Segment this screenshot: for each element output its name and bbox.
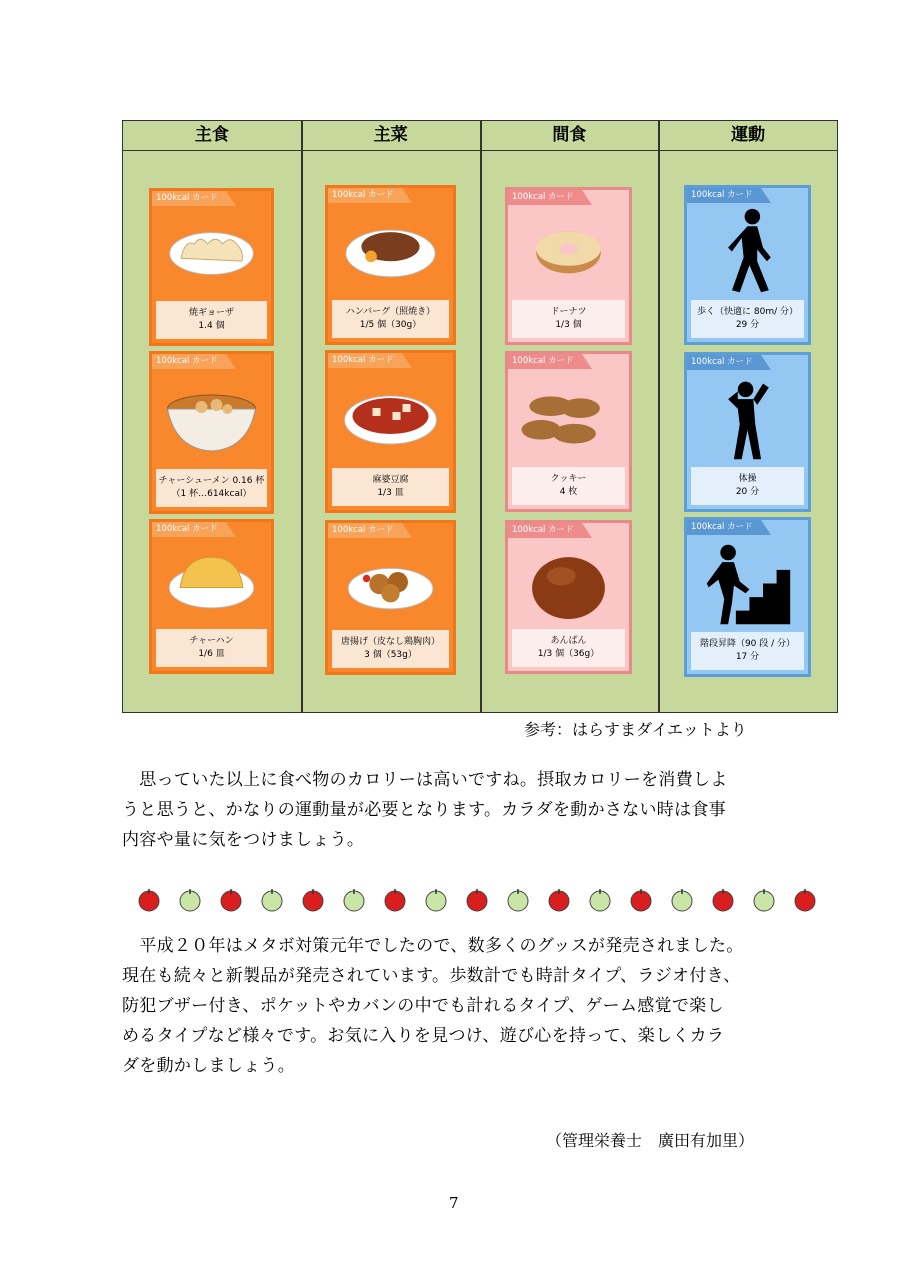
card-item-amount: 1/3 個 <box>555 320 582 330</box>
card-tag: 100kcal カード <box>328 523 402 538</box>
exercise-icon <box>687 370 808 467</box>
donut-icon <box>508 205 629 300</box>
100kcal-card <box>684 185 811 345</box>
column-divider <box>658 121 660 712</box>
apple-icon <box>300 886 326 912</box>
mapo-tofu-icon <box>328 368 453 468</box>
calorie-table <box>122 120 838 713</box>
100kcal-card <box>684 517 811 677</box>
apple-icon <box>423 886 449 912</box>
column-divider <box>480 121 482 712</box>
stairs-icon <box>687 535 808 632</box>
paragraph-line: 平成２０年はメタボ対策元年でしたので、数多くのグッスが発売されました。 <box>122 936 744 956</box>
ramen-icon <box>152 369 271 469</box>
paragraph-2 <box>122 931 792 1081</box>
100kcal-card <box>149 188 274 346</box>
card-item-amount: 17 分 <box>735 652 760 662</box>
card-item-name: 唐揚げ（皮なし鶏胸肉） <box>340 637 440 647</box>
card-item-name: 歩く（快適に 80m/ 分） <box>697 307 798 317</box>
card-caption <box>691 300 804 338</box>
apple-icon <box>792 886 818 912</box>
apple-icon <box>464 886 490 912</box>
card-tag: 100kcal カード <box>152 191 226 206</box>
author-signature: （管理栄養士 廣田有加里） <box>546 1131 755 1150</box>
apple-row-divider <box>136 886 818 912</box>
header-snack: 間食 <box>481 121 660 150</box>
walking-icon <box>687 203 808 300</box>
card-tag: 100kcal カード <box>152 522 226 537</box>
100kcal-card <box>149 519 274 674</box>
apple-icon <box>382 886 408 912</box>
paragraph-1 <box>122 765 792 855</box>
card-item-amount: 1/3 皿 <box>377 488 404 498</box>
card-caption <box>512 629 625 667</box>
card-tag: 100kcal カード <box>152 354 226 369</box>
100kcal-card <box>149 351 274 514</box>
card-item-name: クッキー <box>550 474 587 484</box>
card-tag: 100kcal カード <box>328 188 402 203</box>
card-caption <box>156 301 267 339</box>
apple-icon <box>218 886 244 912</box>
100kcal-card <box>505 520 632 674</box>
100kcal-card <box>505 351 632 512</box>
card-item-amount: 4 枚 <box>559 487 578 497</box>
card-item-amount: （1 杯…614kcal） <box>171 489 252 499</box>
header-exercise: 運動 <box>731 125 766 145</box>
header-main-dish: 主菜 <box>302 121 481 150</box>
card-tag: 100kcal カード <box>328 353 402 368</box>
header-staple: 主食 <box>123 121 302 150</box>
card-item-amount: 20 分 <box>735 487 760 497</box>
100kcal-card <box>684 352 811 512</box>
100kcal-card <box>505 187 632 345</box>
hamburg-icon <box>328 203 453 300</box>
fried-rice-icon <box>152 537 271 629</box>
card-tag: 100kcal カード <box>508 523 582 538</box>
card-caption <box>512 300 625 338</box>
card-tag: 100kcal カード <box>687 355 761 370</box>
karaage-icon <box>328 538 453 630</box>
page-number: 7 <box>449 1194 459 1212</box>
card-item-amount: 3 個（53g） <box>364 650 417 660</box>
card-caption <box>332 468 449 506</box>
paragraph-line: 思っていた以上に食べ物のカロリーは高いですね。摂取カロリーを消費しよ <box>122 770 728 790</box>
apple-icon <box>136 886 162 912</box>
card-caption <box>691 632 804 670</box>
apple-icon <box>587 886 613 912</box>
card-item-amount: 1/5 個（30g） <box>359 320 422 330</box>
card-caption <box>156 629 267 667</box>
card-item-amount: 1.4 個 <box>198 321 225 331</box>
cookie-icon <box>508 369 629 467</box>
card-item-name: 焼ギョーザ <box>188 308 234 318</box>
card-tag: 100kcal カード <box>508 354 582 369</box>
card-caption <box>512 467 625 505</box>
source-note: 参考：はらすまダイエットより <box>524 720 747 739</box>
paragraph-line: 現在も続々と新製品が発売されています。歩数計でも時計タイプ、ラジオ付き、 <box>122 966 741 986</box>
100kcal-card <box>325 350 456 513</box>
card-tag: 100kcal カード <box>687 520 761 535</box>
card-item-name: チャーハン <box>189 636 234 646</box>
paragraph-line: めるタイプなど様々です。お気に入りを見つけ、遊び心を持って、楽しくカラ <box>122 1026 725 1046</box>
paragraph-line: うと思うと、かなりの運動量が必要となります。カラダを動かさない時は食事 <box>122 800 726 820</box>
apple-icon <box>751 886 777 912</box>
apple-icon <box>710 886 736 912</box>
anpan-icon <box>508 538 629 629</box>
card-caption <box>691 467 804 505</box>
100kcal-card <box>325 185 456 345</box>
apple-icon <box>505 886 531 912</box>
card-item-name: チャーシューメン 0.16 杯 <box>158 476 265 486</box>
paragraph-line: ダを動かしましょう。 <box>122 1056 295 1076</box>
card-item-amount: 1/3 個（36g） <box>537 649 600 659</box>
card-item-name: 体操 <box>738 474 757 484</box>
apple-icon <box>177 886 203 912</box>
paragraph-line: 内容や量に気をつけましょう。 <box>122 830 365 850</box>
column-divider <box>301 121 303 712</box>
card-tag: 100kcal カード <box>508 190 582 205</box>
100kcal-card <box>325 520 456 675</box>
card-item-name: あんぱん <box>550 636 587 646</box>
gyoza-icon <box>152 206 271 301</box>
card-caption <box>156 469 267 507</box>
paragraph-line: 防犯ブザー付き、ポケットやカバンの中でも計れるタイプ、ゲーム感覚で楽し <box>122 996 724 1016</box>
card-item-name: 階段昇降（90 段 / 分） <box>699 639 796 649</box>
card-item-name: ドーナツ <box>550 307 587 317</box>
card-item-amount: 29 分 <box>735 320 760 330</box>
card-tag: 100kcal カード <box>687 188 761 203</box>
card-item-amount: 1/6 皿 <box>198 649 225 659</box>
card-caption <box>332 630 449 668</box>
apple-icon <box>546 886 572 912</box>
apple-icon <box>669 886 695 912</box>
card-item-name: 麻婆豆腐 <box>372 475 409 485</box>
card-caption <box>332 300 449 338</box>
apple-icon <box>341 886 367 912</box>
card-item-name: ハンバーグ（照焼き） <box>345 307 436 317</box>
apple-icon <box>628 886 654 912</box>
apple-icon <box>259 886 285 912</box>
